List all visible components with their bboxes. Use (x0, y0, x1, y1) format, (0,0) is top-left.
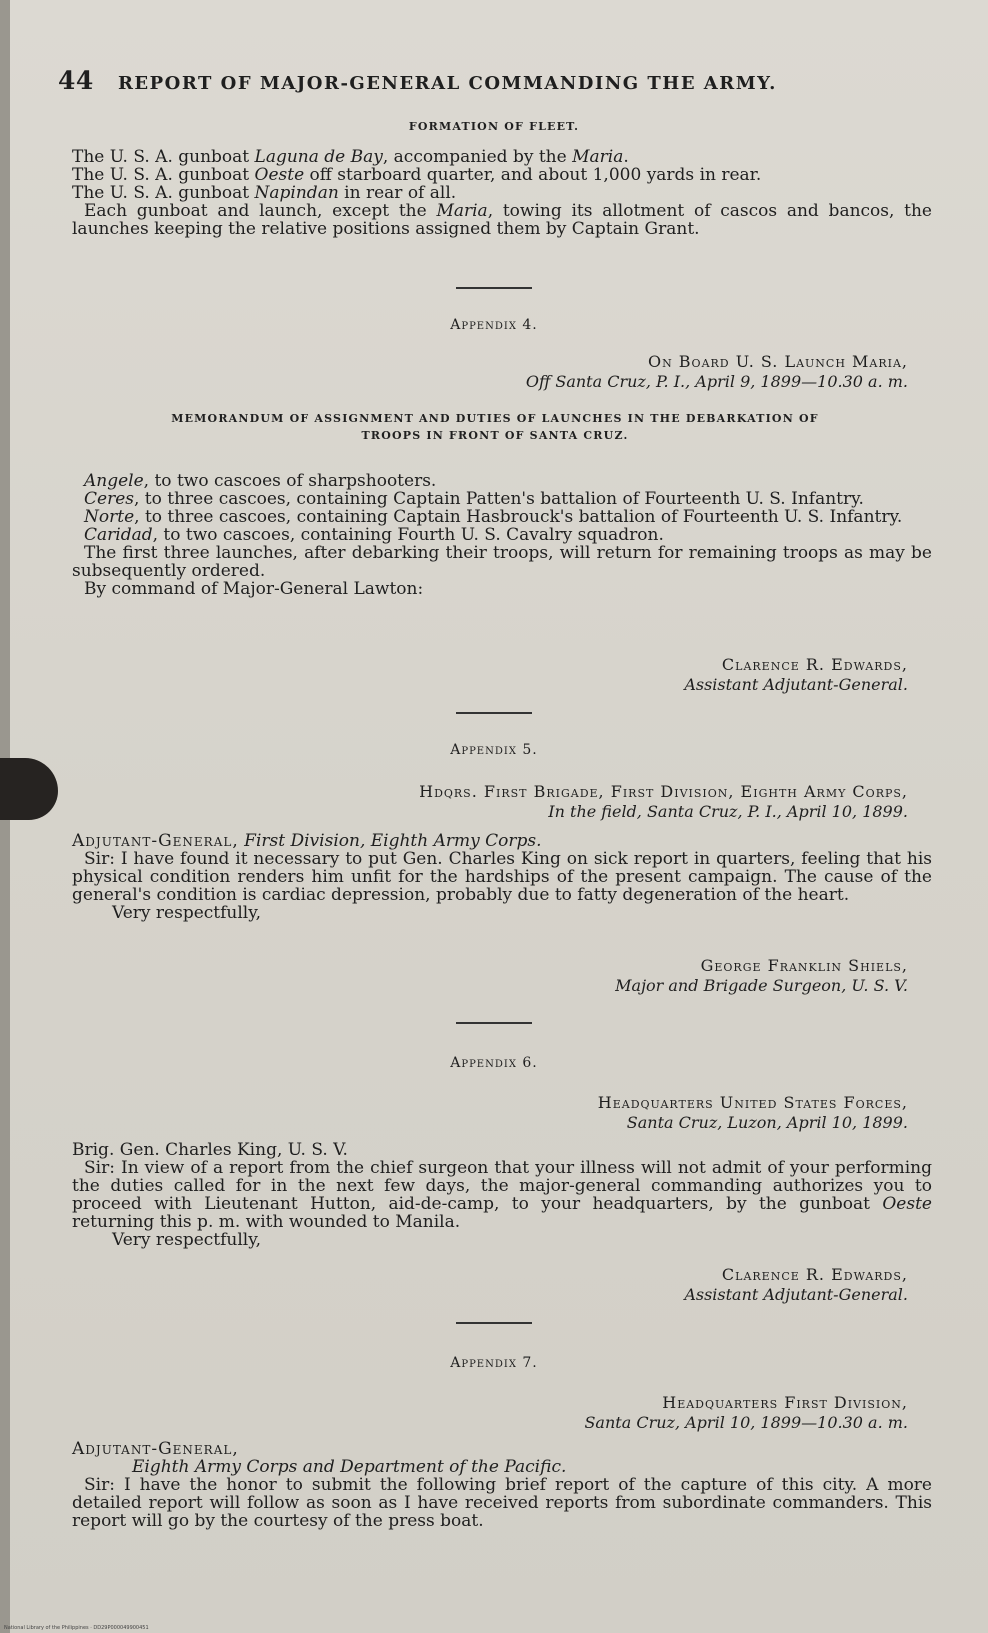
appendix-6-title: Appendix 6. (450, 1055, 538, 1071)
appendix-6-signature: Clarence R. Edwards, Assistant Adjutant-General. (684, 1265, 908, 1304)
appendix-6-place: Headquarters United States Forces, Santa Cruz, Luzon, April 10, 1899. (597, 1093, 908, 1132)
appendix-7-place: Headquarters First Division, Santa Cruz, April 10, 1899—10.30 a. m. (584, 1393, 908, 1432)
formation-line-4: Each gunboat and launch, except the Maria, towing its allotment of cascos and bancos, the launches keeping the relative positions assigned them by Captain Grant. (72, 201, 932, 239)
formation-line-1: The U. S. A. gunboat Laguna de Bay, accompanied by the Maria. (72, 147, 629, 167)
assignment-1: Angele, to two cascoes of sharpshooters. (84, 471, 437, 491)
appendix-4-signature: Clarence R. Edwards, Assistant Adjutant-General. (684, 655, 908, 694)
scanner-thumb (0, 758, 58, 820)
appendix-5-letter: Sir: I have found it necessary to put Gen. Charles King on sick report in quarters, feeling that his physical condition renders him unfit for the hardships of the present campaign. The cause of the general's condition is cardiac depression, probably due to fatty degeneration of the heart. (72, 849, 932, 905)
appendix-7-title: Appendix 7. (450, 1355, 538, 1371)
section-rule (456, 287, 532, 289)
formation-line-2: The U. S. A. gunboat Oeste off starboard quarter, and about 1,000 yards in rear. (72, 165, 762, 185)
by-command: By command of Major-General Lawton: (84, 579, 424, 599)
formation-title: FORMATION OF FLEET. (408, 120, 580, 133)
appendix-6-closing: Very respectfully, (112, 1230, 261, 1250)
assignment-4: Caridad, to two cascoes, containing Fourth U. S. Cavalry squadron. (84, 525, 664, 545)
formation-text (72, 148, 932, 238)
section-rule (456, 1322, 532, 1324)
appendix-5-place: Hdqrs. First Brigade, First Division, Eighth Army Corps, In the field, Santa Cruz, P. I., April 10, 1899. (419, 782, 908, 821)
scan-footer: National Library of the Philippines · DD29P000049900451 (4, 1625, 149, 1631)
assignment-3: Norte, to three cascoes, containing Captain Hasbrouck's battalion of Fourteenth U. S. Infantry. (84, 507, 903, 527)
appendix-7-addressee-line-2: Eighth Army Corps and Department of the Pacific. (132, 1457, 567, 1477)
appendix-7-body (72, 1440, 932, 1530)
appendix-5-body (72, 832, 932, 922)
report-title: REPORT OF MAJOR-GENERAL COMMANDING THE ARMY. (117, 73, 777, 94)
assignment-2: Ceres, to three cascoes, containing Captain Patten's battalion of Fourteenth U. S. Infantry. (84, 489, 864, 509)
appendix-7-letter: Sir: I have the honor to submit the following brief report of the capture of this city. A more detailed report will follow as soon as I have received reports from subordinate commanders. This report will go by the courtesy of the press boat. (72, 1475, 932, 1531)
appendix-5-title: Appendix 5. (450, 742, 538, 758)
appendix-5-addressee: Adjutant-General, First Division, Eighth Army Corps. (72, 831, 542, 851)
page-number: 44 (58, 66, 94, 95)
appendix-6-body (72, 1141, 932, 1249)
appendix-5-signature: George Franklin Shiels, Major and Brigade Surgeon, U. S. V. (615, 956, 908, 995)
appendix-7-addressee: Adjutant-General, (72, 1439, 239, 1459)
formation-line-3: The U. S. A. gunboat Napindan in rear of all. (72, 183, 457, 203)
section-rule (456, 1022, 532, 1024)
appendix-4-body (72, 472, 932, 598)
appendix-6-addressee: Brig. Gen. Charles King, U. S. V. (72, 1140, 348, 1160)
appendix-4-place: On Board U. S. Launch Maria, Off Santa Cruz, P. I., April 9, 1899—10.30 a. m. (525, 352, 908, 391)
assignment-5: The first three launches, after debarking their troops, will return for remaining troops as may be subsequently ordered. (72, 543, 932, 581)
section-rule (456, 712, 532, 714)
appendix-4-title: Appendix 4. (450, 317, 538, 333)
appendix-6-letter: Sir: In view of a report from the chief surgeon that your illness will not admit of your performing the duties called for in the next few days, the major-general commanding authorizes you to proceed with Lieutenant Hutton, aid-de-camp, to your headquarters, by the gunboat Oeste returning this p. m. with wounded to Manila. (72, 1158, 932, 1232)
appendix-5-closing: Very respectfully, (112, 903, 261, 923)
running-head (58, 66, 777, 95)
memorandum-heading: MEMORANDUM OF ASSIGNMENT AND DUTIES OF LAUNCHES IN THE DEBARKATION OF TROOPS IN FRONT OF SANTA CRUZ. (171, 412, 819, 442)
